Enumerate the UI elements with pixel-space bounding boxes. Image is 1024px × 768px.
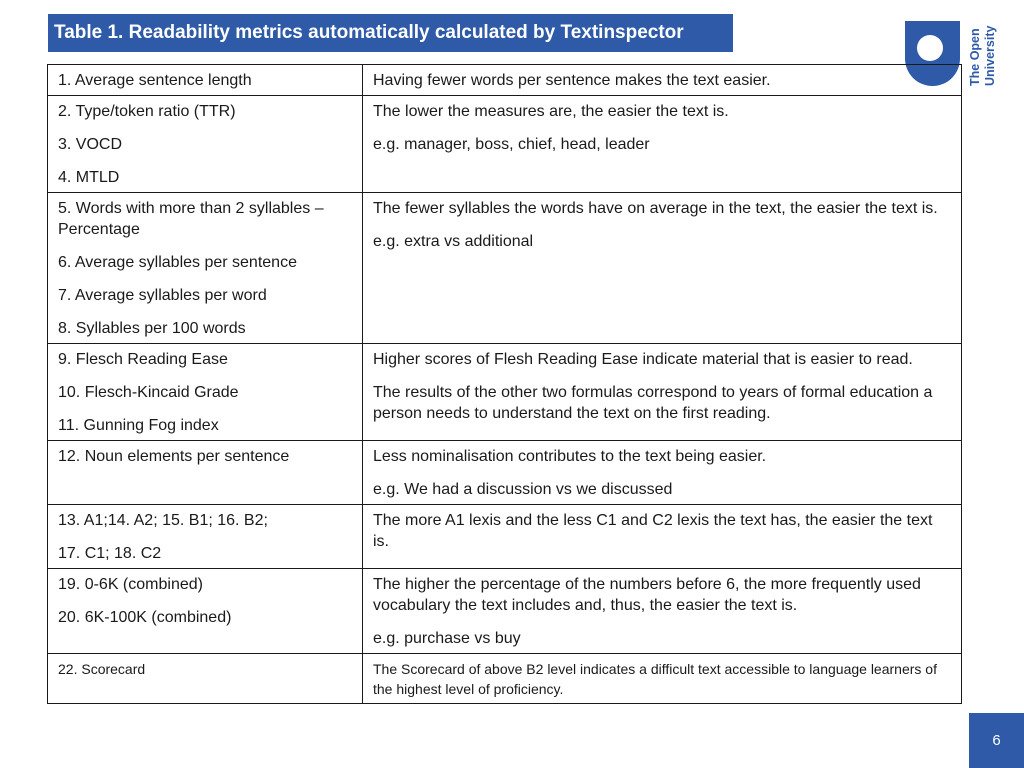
metric-text: 11. Gunning Fog index bbox=[58, 417, 219, 434]
metric-text: 9. Flesch Reading Ease bbox=[58, 351, 228, 368]
metric-text: 17. C1; 18. C2 bbox=[58, 545, 162, 562]
description-text: The more A1 lexis and the less C1 and C2 lexis the text has, the easier the text is. bbox=[373, 512, 933, 550]
logo-dot bbox=[917, 35, 943, 61]
table-row bbox=[48, 654, 962, 704]
table-row bbox=[48, 193, 962, 344]
metric-text: 5. Words with more than 2 syllables – Percentage bbox=[58, 200, 324, 238]
description-cell bbox=[363, 505, 962, 569]
metric-cell bbox=[48, 65, 363, 96]
table-row bbox=[48, 96, 962, 193]
description-text: e.g. manager, boss, chief, head, leader bbox=[373, 136, 650, 153]
metric-text: 3. VOCD bbox=[58, 136, 123, 153]
logo-line-2: University bbox=[983, 25, 997, 86]
description-cell bbox=[363, 654, 962, 704]
table-row bbox=[48, 344, 962, 441]
description-cell bbox=[363, 193, 962, 344]
metric-cell bbox=[48, 96, 363, 193]
description-text: Higher scores of Flesh Reading Ease indicate material that is easier to read. bbox=[373, 351, 913, 368]
table-row bbox=[48, 569, 962, 654]
description-cell bbox=[363, 441, 962, 505]
table-row bbox=[48, 441, 962, 505]
description-text: e.g. We had a discussion vs we discussed bbox=[373, 481, 673, 498]
open-university-wordmark bbox=[966, 16, 1000, 88]
metric-text: 4. MTLD bbox=[58, 169, 120, 186]
slide-title: Table 1. Readability metrics automatically calculated by Textinspector bbox=[48, 14, 733, 52]
metric-text: 20. 6K-100K (combined) bbox=[58, 609, 232, 626]
description-cell bbox=[363, 569, 962, 654]
description-text: Less nominalisation contributes to the text being easier. bbox=[373, 448, 767, 465]
metric-cell bbox=[48, 654, 363, 704]
page-number-badge: 6 bbox=[969, 713, 1024, 768]
description-text: e.g. purchase vs buy bbox=[373, 630, 521, 647]
description-text: The results of the other two formulas correspond to years of formal education a person needs to understand the text on the first reading. bbox=[373, 384, 933, 422]
description-cell bbox=[363, 65, 962, 96]
metric-text: 12. Noun elements per sentence bbox=[58, 448, 290, 465]
description-text: The Scorecard of above B2 level indicates a difficult text accessible to language learners of the highest level of proficiency. bbox=[373, 661, 937, 697]
metric-text: 8. Syllables per 100 words bbox=[58, 320, 246, 337]
metric-text: 1. Average sentence length bbox=[58, 72, 252, 89]
description-text: The fewer syllables the words have on average in the text, the easier the text is. bbox=[373, 200, 938, 217]
metric-text: 6. Average syllables per sentence bbox=[58, 254, 297, 271]
metric-cell bbox=[48, 569, 363, 654]
metric-cell bbox=[48, 441, 363, 505]
table-row bbox=[48, 65, 962, 96]
metric-text: 7. Average syllables per word bbox=[58, 287, 267, 304]
description-text: The higher the percentage of the numbers before 6, the more frequently used vocabulary the text includes and, thus, the easier the text is. bbox=[373, 576, 921, 614]
metric-text: 19. 0-6K (combined) bbox=[58, 576, 203, 593]
metric-text: 10. Flesch-Kincaid Grade bbox=[58, 384, 239, 401]
readability-metrics-table bbox=[47, 64, 962, 704]
metric-text: 2. Type/token ratio (TTR) bbox=[58, 103, 236, 120]
description-text: Having fewer words per sentence makes the text easier. bbox=[373, 72, 771, 89]
table-row bbox=[48, 505, 962, 569]
metric-text: 22. Scorecard bbox=[58, 661, 146, 677]
description-text: e.g. extra vs additional bbox=[373, 233, 534, 250]
description-cell bbox=[363, 96, 962, 193]
metric-text: 13. A1;14. A2; 15. B1; 16. B2; bbox=[58, 512, 268, 529]
metric-cell bbox=[48, 505, 363, 569]
logo-line-1: The Open bbox=[968, 28, 982, 86]
metric-cell bbox=[48, 193, 363, 344]
description-text: The lower the measures are, the easier the text is. bbox=[373, 103, 729, 120]
description-cell bbox=[363, 344, 962, 441]
metric-cell bbox=[48, 344, 363, 441]
